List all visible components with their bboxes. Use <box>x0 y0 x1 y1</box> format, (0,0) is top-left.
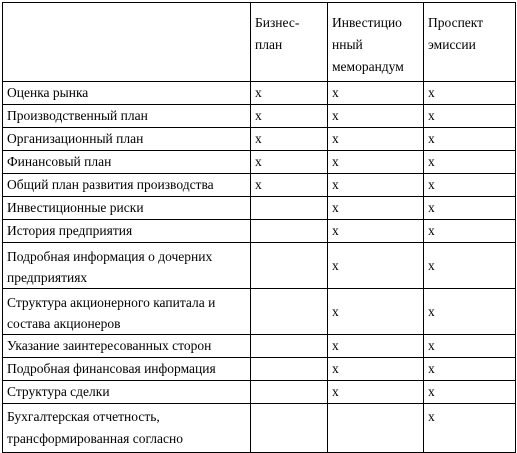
row-label: Подробная информация о дочерних предприятиях <box>3 243 251 289</box>
mark-cell <box>251 243 328 289</box>
row-label: Оценка рынка <box>3 82 251 105</box>
mark-cell <box>328 404 424 453</box>
comparison-table <box>2 2 516 453</box>
table-row <box>3 404 516 453</box>
table-row <box>3 243 516 289</box>
table-row <box>3 335 516 358</box>
mark-cell: x <box>328 174 424 197</box>
table-row <box>3 289 516 335</box>
mark-cell <box>251 220 328 243</box>
mark-cell: x <box>424 128 516 151</box>
table-body <box>3 82 516 453</box>
table-row <box>3 151 516 174</box>
mark-cell: x <box>328 358 424 381</box>
mark-cell: x <box>251 82 328 105</box>
table-row <box>3 174 516 197</box>
row-label: Бухгалтерская отчетность, трансформированная согласно <box>3 404 251 453</box>
mark-cell <box>251 358 328 381</box>
header-investment-memorandum: Инвестицио нный меморандум <box>328 3 424 82</box>
mark-cell: x <box>424 404 516 453</box>
table-row <box>3 358 516 381</box>
mark-cell: x <box>328 335 424 358</box>
row-label: Структура сделки <box>3 381 251 404</box>
mark-cell: x <box>424 289 516 335</box>
mark-cell: x <box>424 358 516 381</box>
mark-cell: x <box>424 243 516 289</box>
mark-cell: x <box>328 82 424 105</box>
row-label: Инвестиционные риски <box>3 197 251 220</box>
mark-cell: x <box>424 174 516 197</box>
row-label: Производственный план <box>3 105 251 128</box>
table-row <box>3 197 516 220</box>
table-row <box>3 82 516 105</box>
mark-cell: x <box>328 381 424 404</box>
mark-cell: x <box>424 381 516 404</box>
mark-cell: x <box>424 151 516 174</box>
table-row <box>3 381 516 404</box>
mark-cell: x <box>424 105 516 128</box>
mark-cell: x <box>328 243 424 289</box>
mark-cell: x <box>328 128 424 151</box>
mark-cell: x <box>424 335 516 358</box>
mark-cell: x <box>328 220 424 243</box>
mark-cell: x <box>251 105 328 128</box>
row-label: Подробная финансовая информация <box>3 358 251 381</box>
table-row <box>3 220 516 243</box>
mark-cell <box>251 197 328 220</box>
mark-cell: x <box>251 174 328 197</box>
table-header-row <box>3 3 516 82</box>
row-label: Структура акционерного капитала и состава акционеров <box>3 289 251 335</box>
mark-cell: x <box>251 151 328 174</box>
mark-cell: x <box>424 220 516 243</box>
header-corner-cell <box>3 3 251 82</box>
mark-cell: x <box>328 197 424 220</box>
row-label: Общий план развития производства <box>3 174 251 197</box>
header-prospectus: Проспект эмиссии <box>424 3 516 82</box>
table-row <box>3 105 516 128</box>
row-label: История предприятия <box>3 220 251 243</box>
mark-cell: x <box>328 151 424 174</box>
mark-cell <box>251 381 328 404</box>
mark-cell: x <box>424 197 516 220</box>
mark-cell: x <box>328 105 424 128</box>
mark-cell <box>251 404 328 453</box>
mark-cell: x <box>328 289 424 335</box>
row-label: Указание заинтересованных сторон <box>3 335 251 358</box>
table-row <box>3 128 516 151</box>
mark-cell <box>251 289 328 335</box>
row-label: Финансовый план <box>3 151 251 174</box>
mark-cell: x <box>251 128 328 151</box>
mark-cell <box>251 335 328 358</box>
header-business-plan: Бизнес- план <box>251 3 328 82</box>
row-label: Организационный план <box>3 128 251 151</box>
mark-cell: x <box>424 82 516 105</box>
